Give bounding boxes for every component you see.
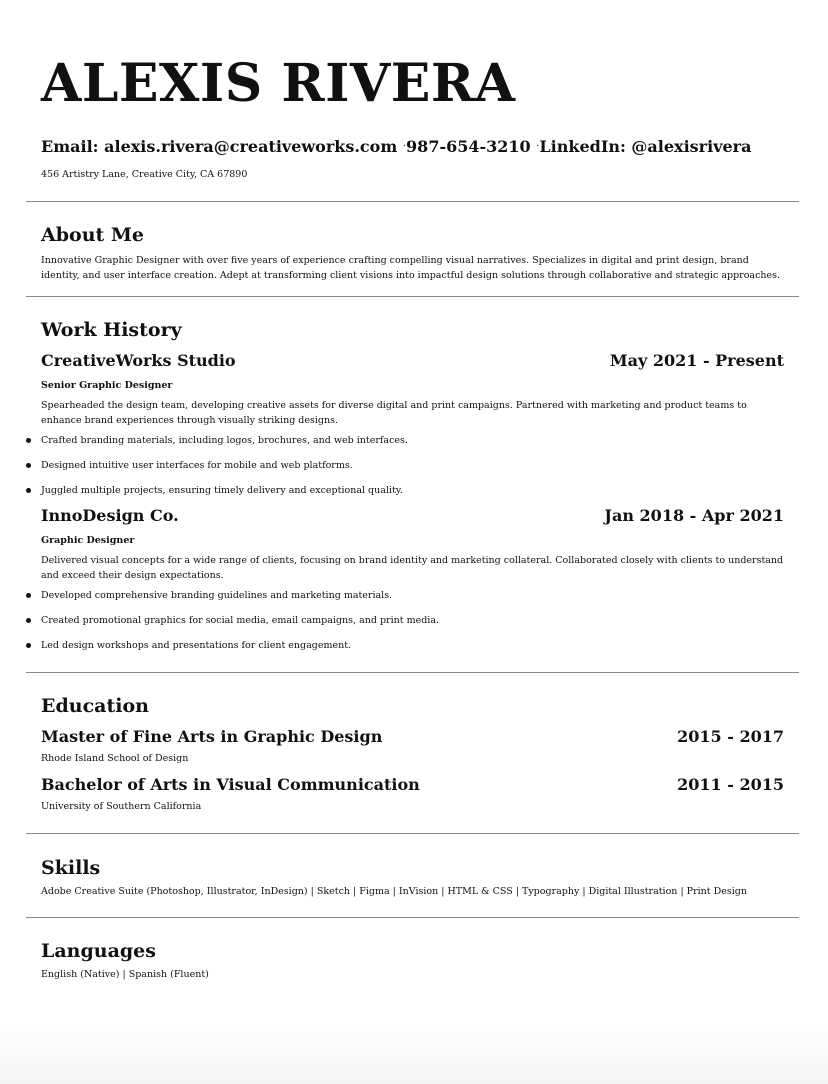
list-item: Developed comprehensive branding guidelines and marketing materials. (41, 589, 784, 603)
education-section (41, 673, 784, 814)
job-bullets (41, 434, 784, 498)
candidate-name: ALEXIS RIVERA (41, 53, 516, 114)
school-name: University of Southern California (41, 801, 202, 812)
about-text: Innovative Graphic Designer with over five years of experience crafting compelling visual narratives. Specializes in digital and print design, brand identity, and user interface creation. Adept at transforming client visions into impactful design solutions through collaborative and strategic approaches. (41, 255, 781, 281)
languages-title: Languages (41, 940, 156, 962)
skills-text: Adobe Creative Suite (Photoshop, Illustrator, InDesign) | Sketch | Figma | InVision | HTML & CSS | Typography | Digital Illustration | Print Design (41, 886, 747, 897)
list-item: Designed intuitive user interfaces for mobile and web platforms. (41, 459, 784, 473)
school-name: Rhode Island School of Design (41, 753, 189, 764)
job-entry (41, 351, 784, 498)
work-title: Work History (41, 319, 182, 341)
list-item: Crafted branding materials, including logos, brochures, and web interfaces. (41, 434, 784, 448)
skills-title: Skills (41, 857, 101, 879)
languages-text: English (Native) | Spanish (Fluent) (41, 969, 209, 980)
degree-title: Master of Fine Arts in Graphic Design (41, 727, 383, 746)
list-item: Juggled multiple projects, ensuring timely delivery and exceptional quality. (41, 484, 784, 498)
languages-section (41, 918, 784, 982)
job-role: Senior Graphic Designer (41, 380, 173, 391)
job-dates: May 2021 - Present (609, 351, 784, 370)
job-company: InnoDesign Co. (41, 506, 179, 525)
about-section (41, 202, 784, 283)
linkedin-text: LinkedIn: @alexisrivera (539, 137, 752, 156)
job-company: CreativeWorks Studio (41, 351, 236, 370)
skills-section (41, 834, 784, 899)
degree-dates: 2011 - 2015 (677, 775, 784, 794)
job-summary: Delivered visual concepts for a wide range of clients, focusing on brand identity and marketing collateral. Collaborated closely with clients to understand and exceed their design expectations. (41, 555, 784, 581)
job-summary: Spearheaded the design team, developing creative assets for diverse digital and print campaigns. Partnered with marketing and product teams to enhance brand experiences through visually striking designs. (41, 400, 747, 426)
contact-separator: · (536, 141, 540, 152)
job-dates: Jan 2018 - Apr 2021 (604, 506, 784, 525)
phone-text: 987-654-3210 (406, 137, 531, 156)
page-bottom-shadow (0, 1024, 828, 1084)
job-bullets (41, 589, 784, 653)
education-entry (41, 775, 784, 814)
degree-title: Bachelor of Arts in Visual Communication (41, 775, 420, 794)
list-item: Created promotional graphics for social media, email campaigns, and print media. (41, 614, 784, 628)
email-text: Email: alexis.rivera@creativeworks.com (41, 137, 398, 156)
education-title: Education (41, 695, 149, 717)
job-role: Graphic Designer (41, 535, 135, 546)
job-entry (41, 506, 784, 653)
degree-dates: 2015 - 2017 (677, 727, 784, 746)
about-title: About Me (41, 224, 145, 246)
work-section (41, 297, 784, 653)
contact-line (41, 137, 784, 157)
resume-header (41, 0, 784, 182)
education-entry (41, 727, 784, 766)
address-text: 456 Artistry Lane, Creative City, CA 67890 (41, 169, 248, 180)
contact-separator: · (402, 141, 407, 152)
list-item: Led design workshops and presentations for client engagement. (41, 639, 784, 653)
